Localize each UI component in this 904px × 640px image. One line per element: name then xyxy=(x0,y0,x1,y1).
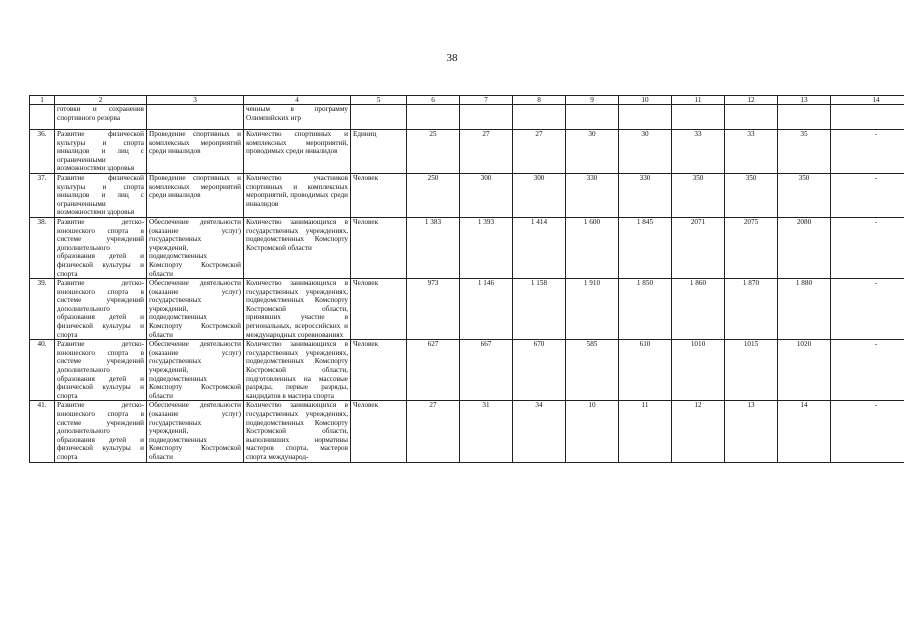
value-cell-col-9 xyxy=(566,105,619,130)
value-cell-col-12: 350 xyxy=(725,173,778,217)
value-cell-col-14: - xyxy=(831,401,904,462)
event-cell: Проведение спортивных и комплексных мероприятий среди инвалидов xyxy=(147,173,244,217)
value-cell-col-8: 34 xyxy=(513,401,566,462)
value-cell-col-14: - xyxy=(831,173,904,217)
value-cell-col-10 xyxy=(619,105,672,130)
value-cell-col-7: 1 146 xyxy=(460,279,513,340)
column-number-6: 6 xyxy=(407,96,460,105)
value-cell-col-14: - xyxy=(831,130,904,174)
value-cell-col-10: 1 850 xyxy=(619,279,672,340)
value-cell-col-13: 14 xyxy=(778,401,831,462)
value-cell-col-6: 1 383 xyxy=(407,217,460,278)
value-cell-col-11: 1010 xyxy=(672,340,725,401)
event-cell: Обеспечение деятельности (оказание услуг) государственных учреждений, подведомственных Комспорту Костромской области xyxy=(147,401,244,462)
value-cell-col-13 xyxy=(778,105,831,130)
table-row xyxy=(30,130,904,174)
value-cell-col-6: 973 xyxy=(407,279,460,340)
table-body xyxy=(30,105,904,463)
unit-cell: Человек xyxy=(351,217,407,278)
value-cell-col-11: 33 xyxy=(672,130,725,174)
unit-cell: Человек xyxy=(351,340,407,401)
indicator-cell: Количество участников спортивных и комплексных мероприятий, проводимых среди инвалидов xyxy=(244,173,351,217)
direction-cell: Развитие детско-юношеского спорта в системе учреждений дополнительного образования детей и физической культуры и спорта xyxy=(55,340,147,401)
value-cell-col-7: 300 xyxy=(460,173,513,217)
indicator-cell: Количество занимающихся в государственных учреждениях, подведомственных Комспорту Костромской области, подготовленных на массовые разряды, первые разряды, кандидатов в мастера спорта xyxy=(244,340,351,401)
unit-cell: Единиц xyxy=(351,130,407,174)
value-cell-col-8 xyxy=(513,105,566,130)
row-number-cell xyxy=(30,105,55,130)
value-cell-col-7: 1 393 xyxy=(460,217,513,278)
value-cell-col-14: - xyxy=(831,217,904,278)
indicator-cell: Количество занимающихся в государственных учреждениях, подведомственных Комспорту Костромской области xyxy=(244,217,351,278)
value-cell-col-9: 10 xyxy=(566,401,619,462)
direction-cell: готовки и сохранения спортивного резерва xyxy=(55,105,147,130)
page-number: 38 xyxy=(446,52,458,64)
direction-cell: Развитие детско-юношеского спорта в системе учреждений дополнительного образования детей и физической культуры и спорта xyxy=(55,279,147,340)
value-cell-col-6: 27 xyxy=(407,401,460,462)
value-cell-col-13: 1020 xyxy=(778,340,831,401)
value-cell-col-7: 667 xyxy=(460,340,513,401)
value-cell-col-7: 31 xyxy=(460,401,513,462)
indicator-cell: Количество занимающихся в государственных учреждениях, подведомственных Комспорту Костромской области, принявших участие в региональных, всероссийских и международных соревнованиях xyxy=(244,279,351,340)
column-number-9: 9 xyxy=(566,96,619,105)
row-number-cell: 38. xyxy=(30,217,55,278)
value-cell-col-11: 2071 xyxy=(672,217,725,278)
direction-cell: Развитие детско-юношеского спорта в системе учреждений дополнительного образования детей и физической культуры и спорта xyxy=(55,217,147,278)
value-cell-col-11 xyxy=(672,105,725,130)
event-cell: Проведение спортивных и комплексных мероприятий среди инвалидов xyxy=(147,130,244,174)
direction-cell: Развитие детско-юношеского спорта в системе учреждений дополнительного образования детей и физической культуры и спорта xyxy=(55,401,147,462)
value-cell-col-13: 1 880 xyxy=(778,279,831,340)
row-number-cell: 39. xyxy=(30,279,55,340)
column-number-7: 7 xyxy=(460,96,513,105)
value-cell-col-6: 250 xyxy=(407,173,460,217)
event-cell: Обеспечение деятельности (оказание услуг) государственных учреждений, подведомственных Комспорту Костромской области xyxy=(147,217,244,278)
unit-cell: Человек xyxy=(351,401,407,462)
value-cell-col-8: 670 xyxy=(513,340,566,401)
event-cell xyxy=(147,105,244,130)
value-cell-col-13: 2080 xyxy=(778,217,831,278)
row-number-cell: 40. xyxy=(30,340,55,401)
value-cell-col-8: 1 414 xyxy=(513,217,566,278)
unit-cell xyxy=(351,105,407,130)
unit-cell: Человек xyxy=(351,173,407,217)
table-row xyxy=(30,279,904,340)
value-cell-col-10: 1 845 xyxy=(619,217,672,278)
direction-cell: Развитие физической культуры и спорта инвалидов и лиц с ограниченными возможностями здоровья xyxy=(55,130,147,174)
value-cell-col-13: 350 xyxy=(778,173,831,217)
value-cell-col-9: 1 910 xyxy=(566,279,619,340)
value-cell-col-11: 12 xyxy=(672,401,725,462)
value-cell-col-9: 330 xyxy=(566,173,619,217)
value-cell-col-14 xyxy=(831,105,904,130)
table-row xyxy=(30,401,904,462)
value-cell-col-8: 1 158 xyxy=(513,279,566,340)
value-cell-col-9: 1 600 xyxy=(566,217,619,278)
indicator-cell: ченным в программу Олимпийских игр xyxy=(244,105,351,130)
column-number-11: 11 xyxy=(672,96,725,105)
value-cell-col-8: 27 xyxy=(513,130,566,174)
column-number-13: 13 xyxy=(778,96,831,105)
value-cell-col-12: 1015 xyxy=(725,340,778,401)
column-number-1: 1 xyxy=(30,96,55,105)
value-cell-col-8: 300 xyxy=(513,173,566,217)
column-number-5: 5 xyxy=(351,96,407,105)
unit-cell: Человек xyxy=(351,279,407,340)
value-cell-col-12 xyxy=(725,105,778,130)
value-cell-col-6: 627 xyxy=(407,340,460,401)
event-cell: Обеспечение деятельности (оказание услуг) государственных учреждений, подведомственных Комспорту Костромской области xyxy=(147,279,244,340)
value-cell-col-10: 30 xyxy=(619,130,672,174)
column-number-14: 14 xyxy=(831,96,904,105)
value-cell-col-12: 33 xyxy=(725,130,778,174)
direction-cell: Развитие физической культуры и спорта инвалидов и лиц с ограниченными возможностями здоровья xyxy=(55,173,147,217)
column-number-4: 4 xyxy=(244,96,351,105)
value-cell-col-12: 2075 xyxy=(725,217,778,278)
value-cell-col-9: 30 xyxy=(566,130,619,174)
table-row xyxy=(30,105,904,130)
value-cell-col-6 xyxy=(407,105,460,130)
value-cell-col-14: - xyxy=(831,340,904,401)
value-cell-col-9: 585 xyxy=(566,340,619,401)
value-cell-col-13: 35 xyxy=(778,130,831,174)
table-row xyxy=(30,340,904,401)
value-cell-col-12: 13 xyxy=(725,401,778,462)
column-number-2: 2 xyxy=(55,96,147,105)
value-cell-col-10: 11 xyxy=(619,401,672,462)
column-number-row xyxy=(30,96,904,105)
value-cell-col-10: 330 xyxy=(619,173,672,217)
table-row xyxy=(30,173,904,217)
indicator-cell: Количество занимающихся в государственных учреждениях, подведомственных Комспорту Костромской области, выполнивших нормативы мастеров спорта, мастеров спорта международ- xyxy=(244,401,351,462)
row-number-cell: 37. xyxy=(30,173,55,217)
value-cell-col-7: 27 xyxy=(460,130,513,174)
column-number-10: 10 xyxy=(619,96,672,105)
column-number-12: 12 xyxy=(725,96,778,105)
column-number-3: 3 xyxy=(147,96,244,105)
event-cell: Обеспечение деятельности (оказание услуг) государственных учреждений, подведомственных Комспорту Костромской области xyxy=(147,340,244,401)
value-cell-col-14: - xyxy=(831,279,904,340)
column-number-8: 8 xyxy=(513,96,566,105)
row-number-cell: 36. xyxy=(30,130,55,174)
value-cell-col-10: 610 xyxy=(619,340,672,401)
table-row xyxy=(30,217,904,278)
value-cell-col-12: 1 870 xyxy=(725,279,778,340)
value-cell-col-6: 25 xyxy=(407,130,460,174)
row-number-cell: 41. xyxy=(30,401,55,462)
value-cell-col-11: 350 xyxy=(672,173,725,217)
indicators-table xyxy=(29,95,904,463)
indicator-cell: Количество спортивных и комплексных мероприятий, проводимых среди инвалидов xyxy=(244,130,351,174)
value-cell-col-7 xyxy=(460,105,513,130)
value-cell-col-11: 1 860 xyxy=(672,279,725,340)
